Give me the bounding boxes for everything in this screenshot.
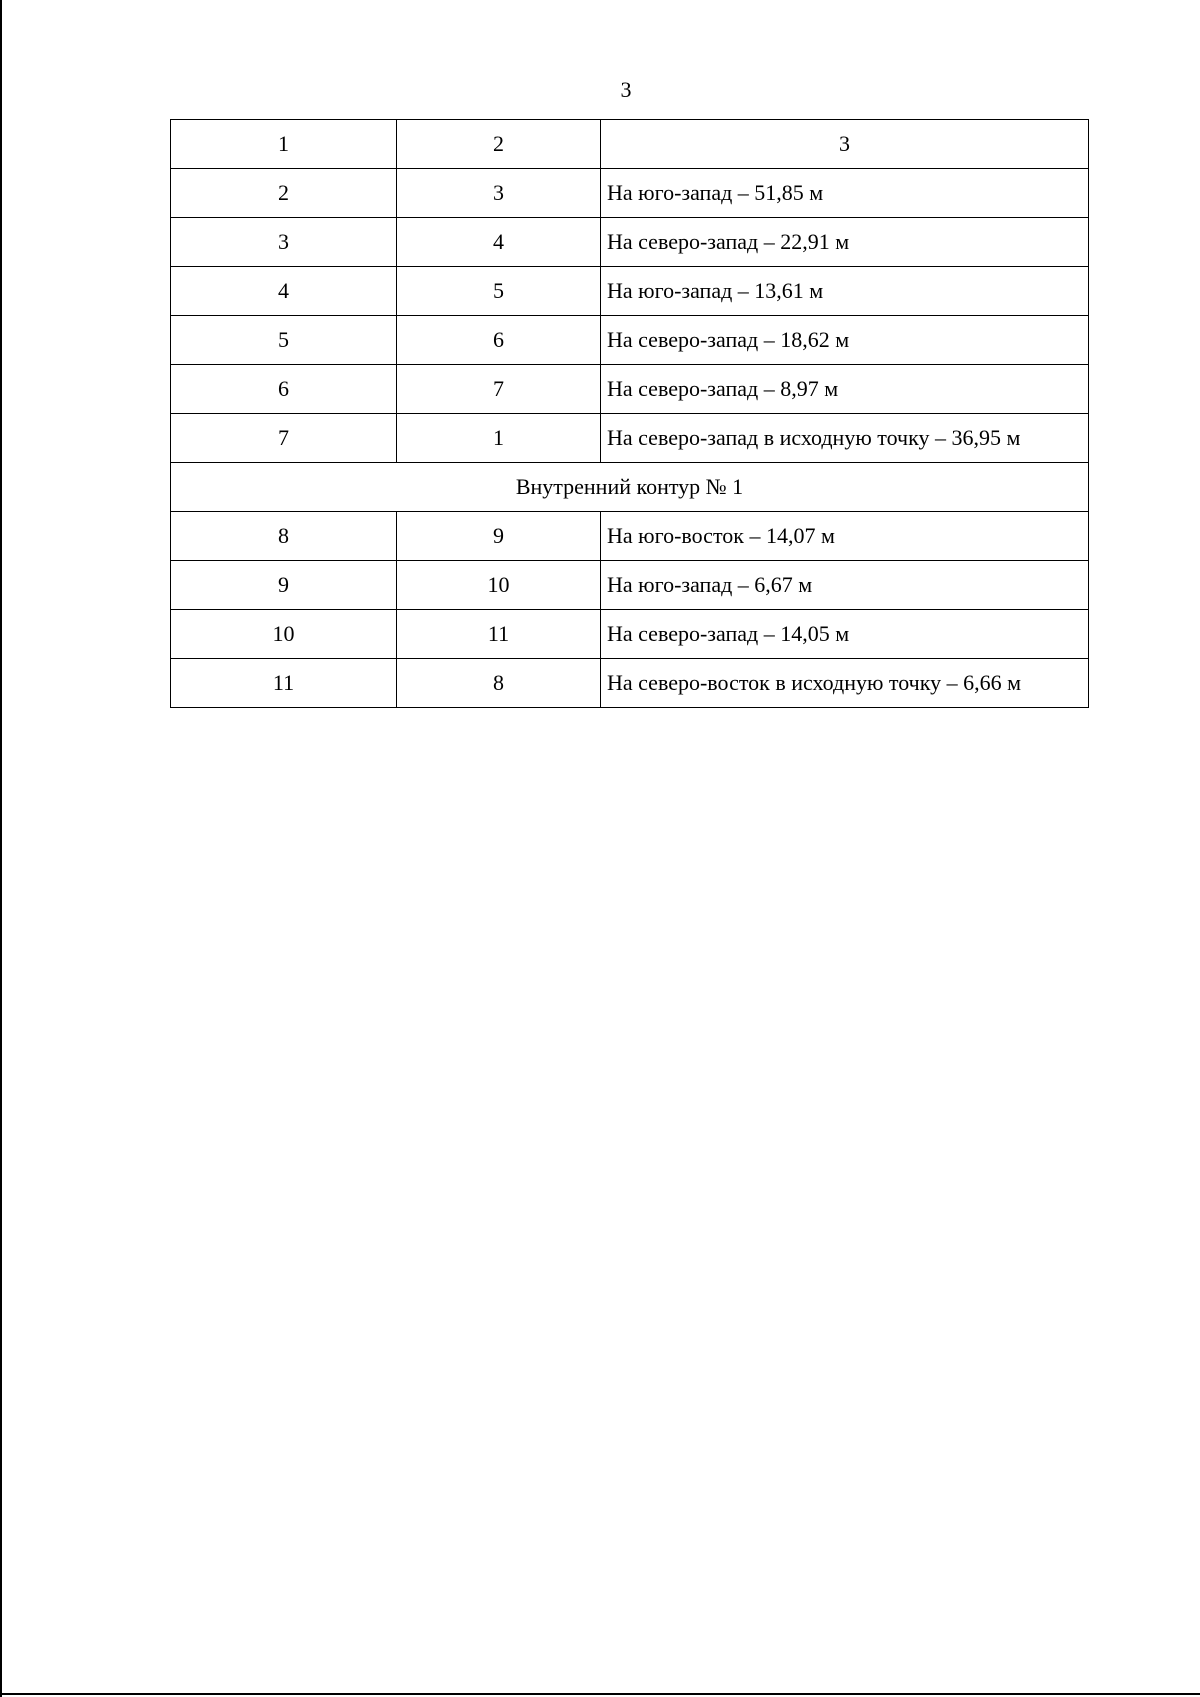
from-point: 4 [171, 267, 397, 316]
table-row [171, 610, 1089, 659]
table-row [171, 659, 1089, 708]
section-title: Внутренний контур № 1 [171, 463, 1089, 512]
scan-edge-left [0, 0, 2, 1697]
header-cell-3: 3 [601, 120, 1089, 169]
from-point: 2 [171, 169, 397, 218]
to-point: 1 [397, 414, 601, 463]
to-point: 10 [397, 561, 601, 610]
from-point: 9 [171, 561, 397, 610]
segment-description: На северо-запад – 18,62 м [601, 316, 1089, 365]
to-point: 4 [397, 218, 601, 267]
scan-edge-bottom [0, 1693, 1200, 1695]
table-row [171, 414, 1089, 463]
to-point: 9 [397, 512, 601, 561]
table-row [171, 561, 1089, 610]
from-point: 7 [171, 414, 397, 463]
segment-description: На юго-запад – 51,85 м [601, 169, 1089, 218]
table-row [171, 169, 1089, 218]
page-number: 3 [620, 77, 632, 102]
to-point: 3 [397, 169, 601, 218]
from-point: 6 [171, 365, 397, 414]
segment-description: На северо-запад – 22,91 м [601, 218, 1089, 267]
from-point: 10 [171, 610, 397, 659]
boundary-table [170, 119, 1089, 708]
table-row [171, 218, 1089, 267]
segment-description: На юго-восток – 14,07 м [601, 512, 1089, 561]
section-row [171, 463, 1089, 512]
from-point: 3 [171, 218, 397, 267]
table-row [171, 365, 1089, 414]
table-row [171, 512, 1089, 561]
segment-description: На юго-запад – 13,61 м [601, 267, 1089, 316]
table-header-row [171, 120, 1089, 169]
header-cell-1: 1 [171, 120, 397, 169]
from-point: 8 [171, 512, 397, 561]
table-row [171, 267, 1089, 316]
segment-description: На северо-восток в исходную точку – 6,66 м [601, 659, 1089, 708]
to-point: 5 [397, 267, 601, 316]
to-point: 6 [397, 316, 601, 365]
from-point: 5 [171, 316, 397, 365]
segment-description: На северо-запад – 8,97 м [601, 365, 1089, 414]
header-cell-2: 2 [397, 120, 601, 169]
segment-description: На юго-запад – 6,67 м [601, 561, 1089, 610]
segment-description: На северо-запад – 14,05 м [601, 610, 1089, 659]
segment-description: На северо-запад в исходную точку – 36,95 м [601, 414, 1089, 463]
table-row [171, 316, 1089, 365]
to-point: 11 [397, 610, 601, 659]
to-point: 7 [397, 365, 601, 414]
from-point: 11 [171, 659, 397, 708]
to-point: 8 [397, 659, 601, 708]
